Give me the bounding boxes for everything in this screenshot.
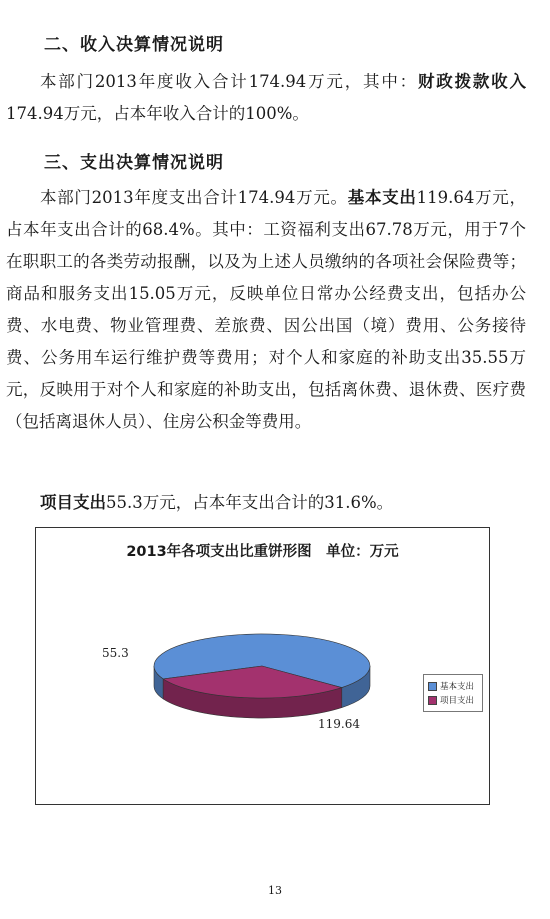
project-text-bold: 项目支出 — [40, 493, 106, 512]
legend-swatch-project — [428, 696, 437, 705]
expenditure-paragraph — [6, 182, 526, 438]
project-text-b: 55.3万元，占本年支出合计的31.6%。 — [106, 493, 394, 512]
legend-item-project — [428, 694, 474, 706]
project-paragraph — [6, 487, 526, 519]
expenditure-text-a: 本部门2013年度支出合计174.94万元。 — [40, 188, 348, 207]
data-label-project: 55.3 — [102, 646, 129, 660]
income-text-b: 174.94万元，占本年收入合计的100%。 — [6, 104, 309, 123]
pie-chart — [35, 527, 490, 805]
chart-legend — [423, 674, 483, 712]
chart-title: 2013年各项支出比重饼形图 单位：万元 — [126, 544, 399, 560]
legend-label-project: 项目支出 — [440, 696, 475, 706]
legend-label-basic: 基本支出 — [440, 682, 475, 692]
data-label-basic: 119.64 — [318, 717, 360, 731]
income-paragraph — [6, 66, 526, 130]
pie-chart-svg — [36, 528, 489, 804]
legend-item-basic — [428, 680, 474, 692]
section-heading-income: 二、收入决算情况说明 — [44, 35, 224, 55]
page-number: 13 — [268, 884, 282, 897]
legend-swatch-basic — [428, 682, 437, 691]
expenditure-text-b: 119.64万元，占本年支出合计的68.4%。其中：工资福利支出67.78万元，用于7个在职职工的各类劳动报酬，以及为上述人员缴纳的各项社会保险费等；商品和服务支出15.05万元，反映单位日常办公经费支出，包括办公费、水电费、物业管理费、差旅费、因公出国（境）费用、公务接待费、公务用车运行维护费等费用；对个人和家庭的补助支出35.55万元，反映用于对个人和家庭的补助支出，包括离休费、退休费、医疗费（包括离退休人员）、住房公积金等费用。 — [6, 188, 527, 431]
income-text-bold: 财政拨款收入 — [417, 72, 526, 91]
expenditure-text-bold: 基本支出 — [347, 188, 417, 207]
section-heading-expenditure: 三、支出决算情况说明 — [44, 153, 224, 173]
income-text-a: 本部门2013年度收入合计174.94万元，其中： — [40, 72, 418, 91]
